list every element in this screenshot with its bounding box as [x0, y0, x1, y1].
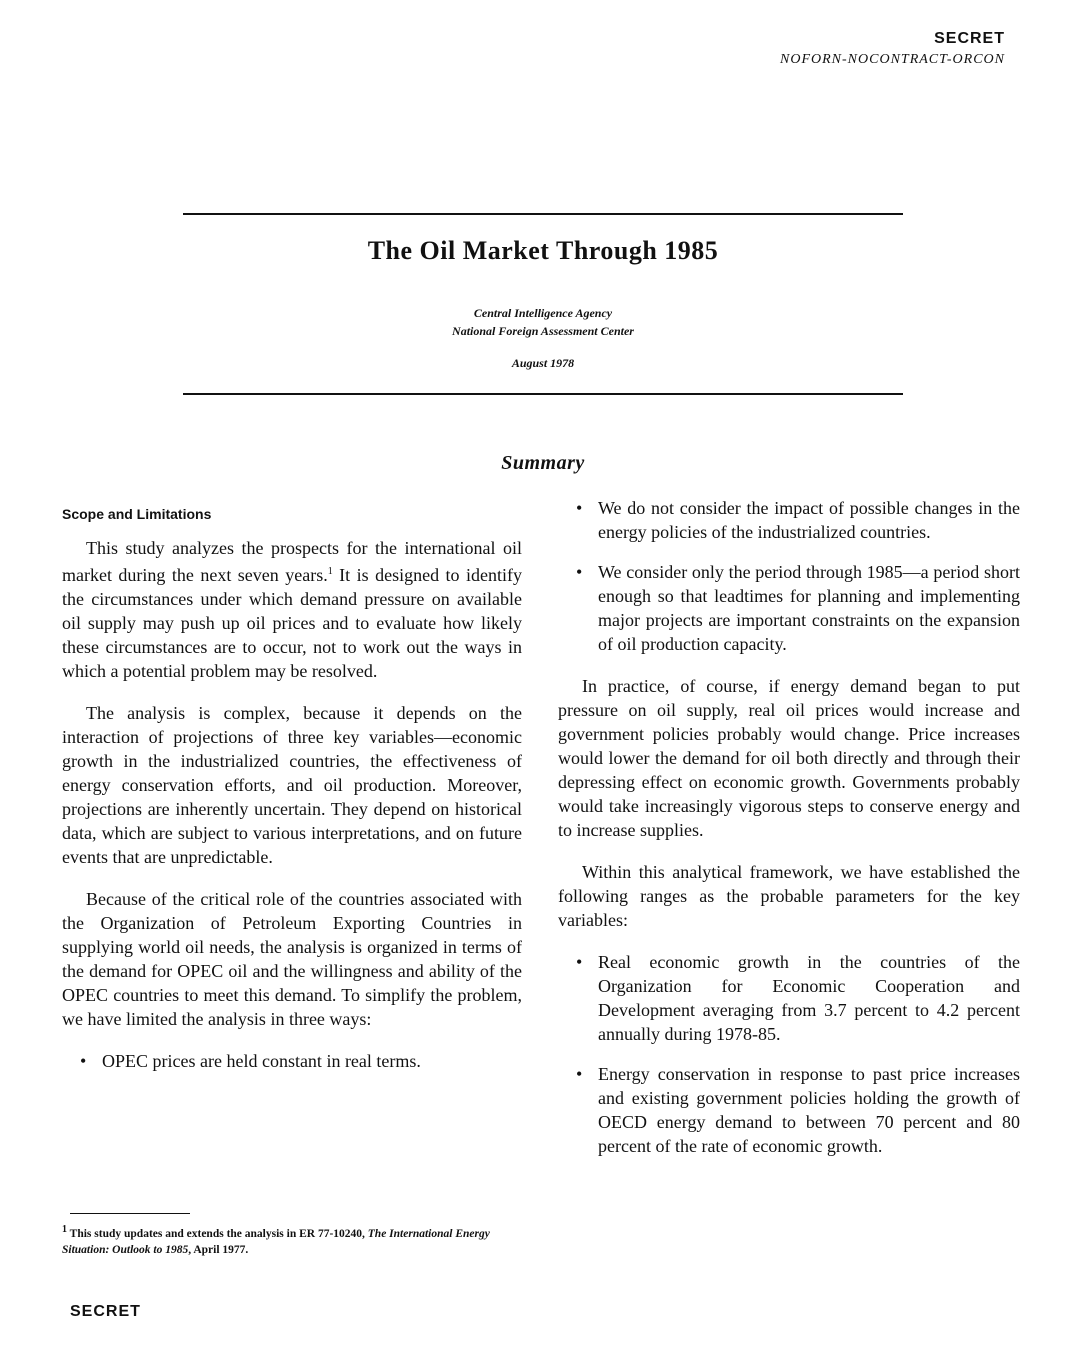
footnote-rule: [70, 1213, 190, 1214]
header-caveat: NOFORN-NOCONTRACT-ORCON: [780, 52, 1005, 67]
paragraph-framework: Within this analytical framework, we have established the following ranges as the probable parameters for the key variables:: [558, 862, 1020, 930]
agency-center: National Foreign Assessment Center: [452, 324, 634, 338]
limitations-list-continued: [558, 496, 1020, 656]
footnote-text: This study updates and extends the analysis in ER 77-10240,: [67, 1227, 368, 1240]
title-rule-top: [183, 213, 903, 215]
title-rule-bottom: [183, 393, 903, 395]
left-column: [62, 506, 522, 1091]
footer-classification: SECRET: [70, 1303, 141, 1320]
document-date: August 1978: [511, 356, 575, 370]
list-item-text: OPEC prices are held constant in real terms.: [102, 1051, 421, 1071]
footnote-citation: The International Energy Situation: Outlook to 1985: [62, 1227, 490, 1256]
paragraph-practice: In practice, of course, if energy demand began to put pressure on oil supply, real oil prices would increase and government policies probably would change. Price increases would lower the demand for oil both directly and through their depressing effect on economic growth. Governments probably would take increasingly vigorous steps to conserve energy and to increase supplies.: [558, 676, 1020, 840]
footnote-reference: 1: [327, 566, 333, 577]
list-item-text: We consider only the period through 1985—a period short enough so that leadtimes for planning and implementing major projects are important constraints on the expansion of oil production capacity.: [598, 562, 1020, 654]
list-item: [558, 560, 1020, 656]
parameters-list: [558, 950, 1020, 1158]
section-heading: Scope and Limitations: [62, 506, 212, 522]
bullet-icon: •: [576, 1064, 583, 1084]
list-item-text: Energy conservation in response to past price increases and existing government policies holding the growth of OECD energy demand to between 70 percent and 80 percent of the rate of economic growth.: [598, 1064, 1020, 1156]
limitations-list: [62, 1049, 522, 1073]
list-item: [558, 1062, 1020, 1158]
list-item-text: We do not consider the impact of possible changes in the energy policies of the industrialized countries.: [598, 498, 1020, 542]
right-column: [558, 496, 1020, 1176]
bullet-icon: •: [80, 1051, 87, 1071]
list-item-text: Real economic growth in the countries of the Organization for Economic Cooperation and Development averaging from 3.7 percent to 4.2 percent annually during 1978-85.: [598, 952, 1020, 1044]
header-classification: SECRET: [934, 30, 1005, 47]
list-item: [62, 1049, 522, 1073]
bullet-icon: •: [576, 498, 583, 518]
bullet-icon: •: [576, 562, 583, 582]
bullet-icon: •: [576, 952, 583, 972]
list-item: [558, 950, 1020, 1046]
document-title: The Oil Market Through 1985: [367, 236, 719, 265]
paragraph-complexity: The analysis is complex, because it depends on the interaction of projections of three key variables—economic growth in the industrialized countries, the effectiveness of energy conservation efforts, and oil production. Moreover, projections are inherently uncertain. They depend on historical data, which are subject to various interpretations, and on future events that are unpredictable.: [62, 703, 522, 867]
paragraph-opec: Because of the critical role of the countries associated with the Organization of Petroleum Exporting Countries in supplying world oil needs, the analysis is organized in terms of the demand for OPEC oil and the willingness and ability of the OPEC countries to meet this demand. To simplify the problem, we have limited the analysis in three ways:: [62, 889, 522, 1029]
paragraph-text: It is designed to identify the circumstances under which demand pressure on available oil supply may push up oil prices and to evaluate how likely these circumstances are to occur, not to work out the ways in which a potential problem may be resolved.: [62, 565, 522, 681]
paragraph-scope: [62, 536, 522, 683]
footnote-end: , April 1977.: [188, 1243, 249, 1256]
list-item: [558, 496, 1020, 544]
footnote-mark: 1: [62, 1224, 67, 1235]
paragraph-text: This study analyzes the prospects for the international oil market during the next seven years.: [62, 538, 522, 585]
footnote: [62, 1222, 532, 1258]
summary-heading: Summary: [501, 452, 585, 474]
agency-name: Central Intelligence Agency: [473, 306, 613, 320]
